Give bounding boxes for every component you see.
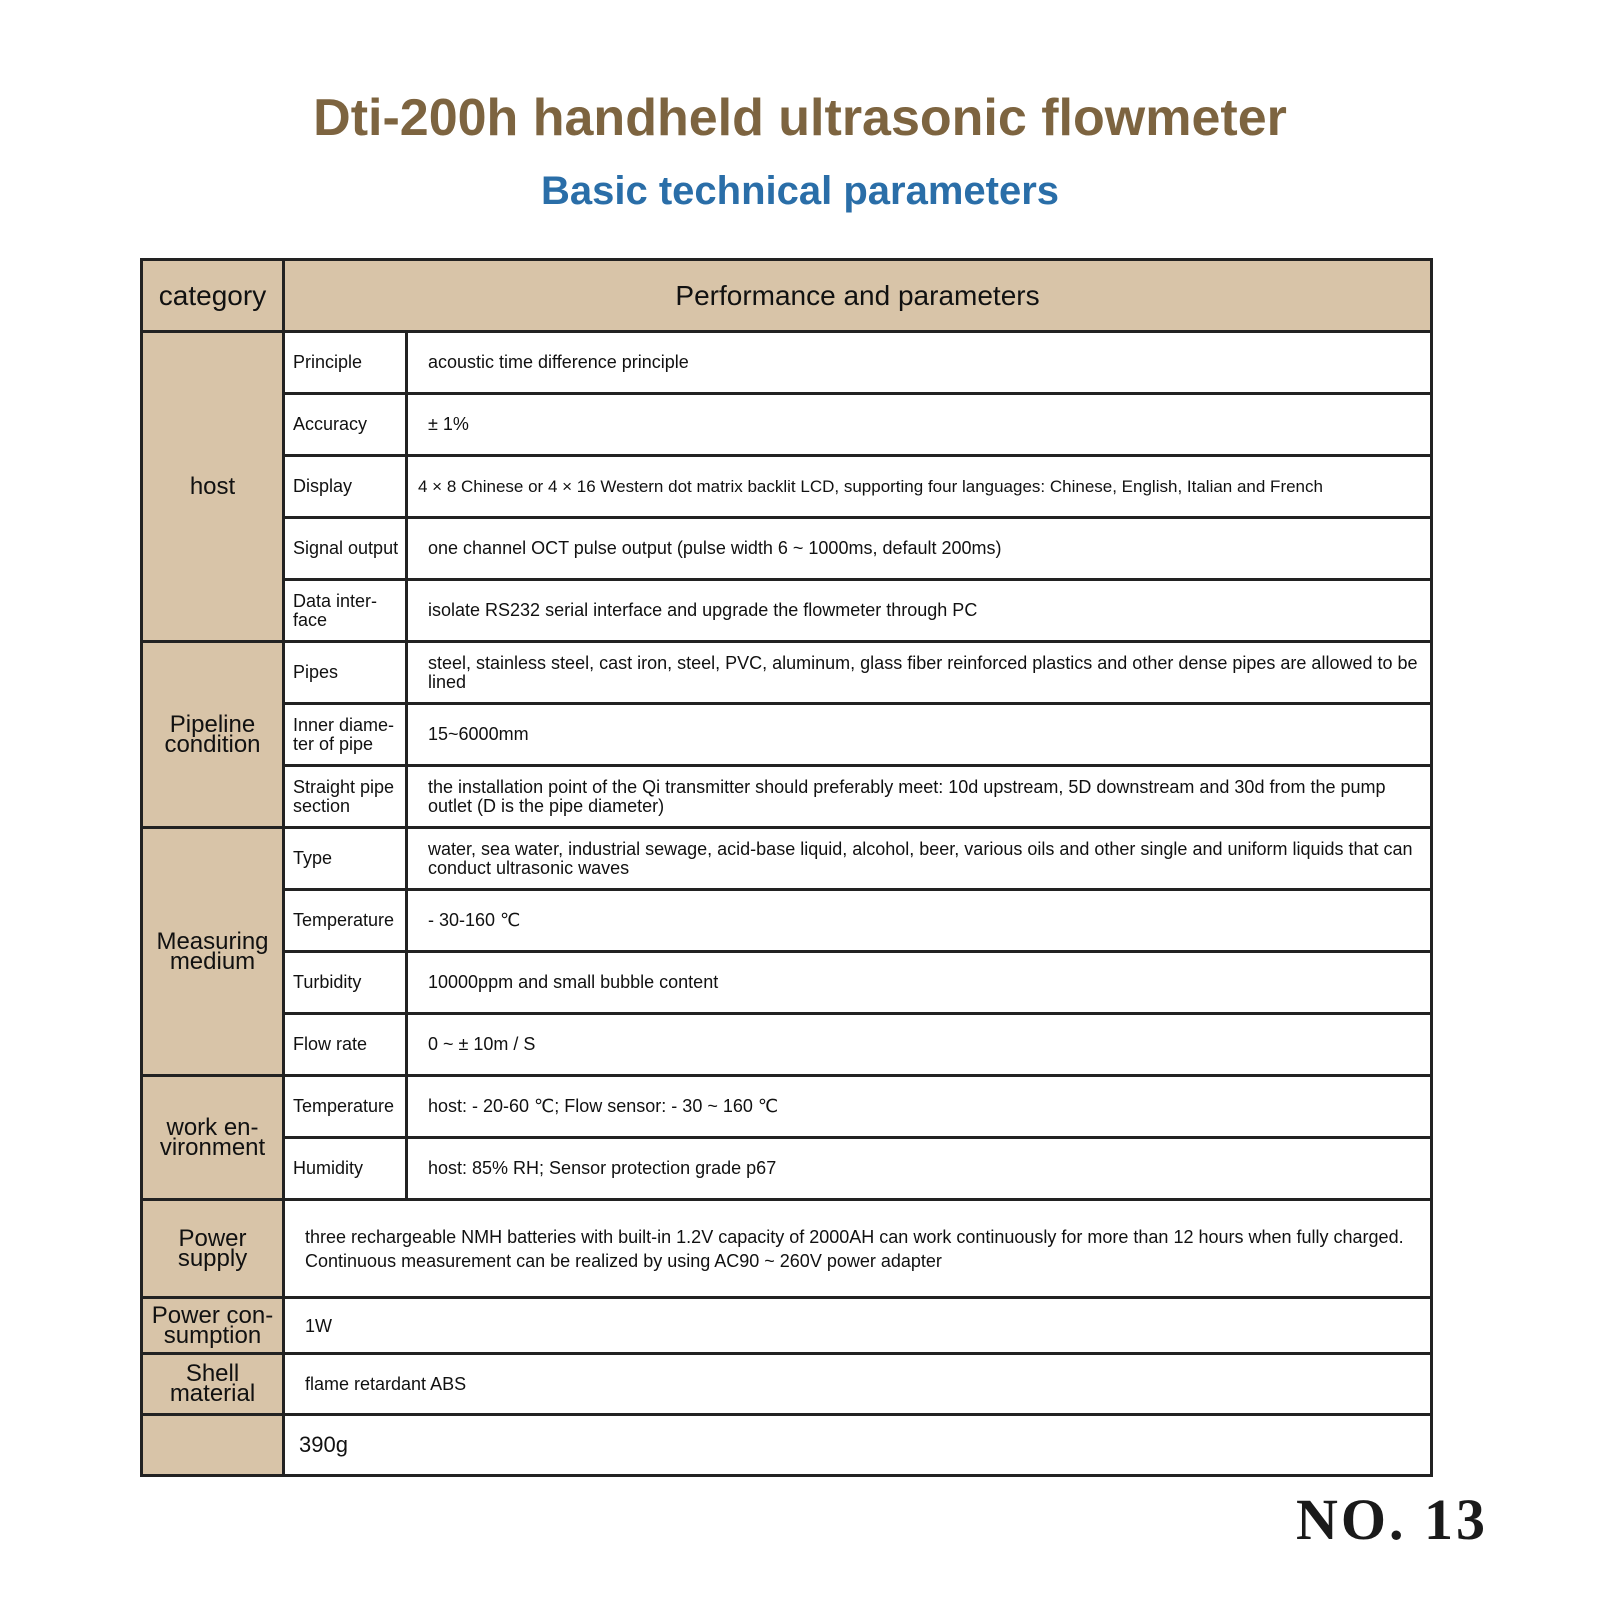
document-number: NO. 13 — [1296, 1487, 1488, 1552]
table-row — [142, 518, 1432, 580]
param-value: water, sea water, industrial sewage, acid-base liquid, alcohol, beer, various oils and other single and uniform liquids that can conduct ultrasonic waves — [407, 828, 1432, 890]
category-label: host — [189, 472, 236, 500]
param-value: 15~6000mm — [407, 704, 1432, 766]
param-name: Type — [284, 828, 407, 890]
category-label: Power con-sumption — [151, 1301, 274, 1349]
param-name: Flow rate — [284, 1014, 407, 1076]
param-value: ± 1% — [407, 394, 1432, 456]
param-value: - 30-160 ℃ — [407, 890, 1432, 952]
spec-table — [140, 258, 1433, 1477]
category-shell — [142, 1354, 284, 1415]
param-value: the installation point of the Qi transmitter should preferably meet: 10d upstream, 5D downstream and 30d from the pump outlet (D is the pipe diameter) — [407, 766, 1432, 828]
param-name: Inner diame-ter of pipe — [284, 704, 407, 766]
category-label: Power supply — [177, 1224, 248, 1272]
param-name: Data inter-face — [284, 580, 407, 642]
param-value: 0 ~ ± 10m / S — [407, 1014, 1432, 1076]
param-value: acoustic time difference principle — [407, 332, 1432, 394]
param-value: one channel OCT pulse output (pulse width 6 ~ 1000ms, default 200ms) — [407, 518, 1432, 580]
param-name: Temperature — [284, 1076, 407, 1138]
table-row — [142, 456, 1432, 518]
table-row — [142, 580, 1432, 642]
param-value: three rechargeable NMH batteries with built-in 1.2V capacity of 2000AH can work continuously for more than 12 hours when fully charged. Continuous measurement can be realized by using AC90 ~ 260V power adapter — [284, 1200, 1432, 1298]
category-label: Measuring medium — [156, 927, 269, 975]
param-value: host: - 20-60 ℃; Flow sensor: - 30 ~ 160 ℃ — [407, 1076, 1432, 1138]
table-row — [142, 332, 1432, 394]
param-value: 4 × 8 Chinese or 4 × 16 Western dot matrix backlit LCD, supporting four languages: Chinese, English, Italian and French — [407, 456, 1432, 518]
category-pipeline — [142, 642, 284, 828]
param-value: host: 85% RH; Sensor protection grade p67 — [407, 1138, 1432, 1200]
document-title: Dti-200h handheld ultrasonic flowmeter — [313, 89, 1287, 147]
category-environment — [142, 1076, 284, 1200]
header-parameters: Performance and parameters — [284, 260, 1432, 332]
category-weight — [142, 1415, 284, 1476]
category-label: work en-vironment — [159, 1113, 266, 1161]
table-row — [142, 766, 1432, 828]
param-name: Straight pipe section — [284, 766, 407, 828]
table-row — [142, 642, 1432, 704]
table-row — [142, 1298, 1432, 1354]
table-row — [142, 1415, 1432, 1476]
category-medium — [142, 828, 284, 1076]
param-name: Principle — [284, 332, 407, 394]
document-subtitle: Basic technical parameters — [540, 169, 1060, 213]
param-value: 10000ppm and small bubble content — [407, 952, 1432, 1014]
param-value: isolate RS232 serial interface and upgrade the flowmeter through PC — [407, 580, 1432, 642]
table-row — [142, 1138, 1432, 1200]
table-row — [142, 1200, 1432, 1298]
category-label: Shell material — [169, 1360, 256, 1407]
table-row — [142, 890, 1432, 952]
param-name: Turbidity — [284, 952, 407, 1014]
param-name: Humidity — [284, 1138, 407, 1200]
param-name: Temperature — [284, 890, 407, 952]
param-name: Display — [284, 456, 407, 518]
table-row — [142, 704, 1432, 766]
table-row — [142, 1076, 1432, 1138]
param-value: steel, stainless steel, cast iron, steel, PVC, aluminum, glass fiber reinforced plastics and other dense pipes are allowed to be lined — [407, 642, 1432, 704]
param-name: Accuracy — [284, 394, 407, 456]
param-value: 1W — [284, 1298, 1432, 1354]
param-value: 390g — [284, 1415, 1432, 1476]
category-power-supply — [142, 1200, 284, 1298]
category-power-consumption — [142, 1298, 284, 1354]
param-name: Pipes — [284, 642, 407, 704]
table-row — [142, 394, 1432, 456]
table-row — [142, 1354, 1432, 1415]
table-header-row — [142, 260, 1432, 332]
param-name: Signal output — [284, 518, 407, 580]
category-host — [142, 332, 284, 642]
param-value: flame retardant ABS — [284, 1354, 1432, 1415]
table-row — [142, 1014, 1432, 1076]
category-label: Pipeline condition — [164, 710, 261, 758]
table-row — [142, 952, 1432, 1014]
table-row — [142, 828, 1432, 890]
header-category: category — [142, 260, 284, 332]
